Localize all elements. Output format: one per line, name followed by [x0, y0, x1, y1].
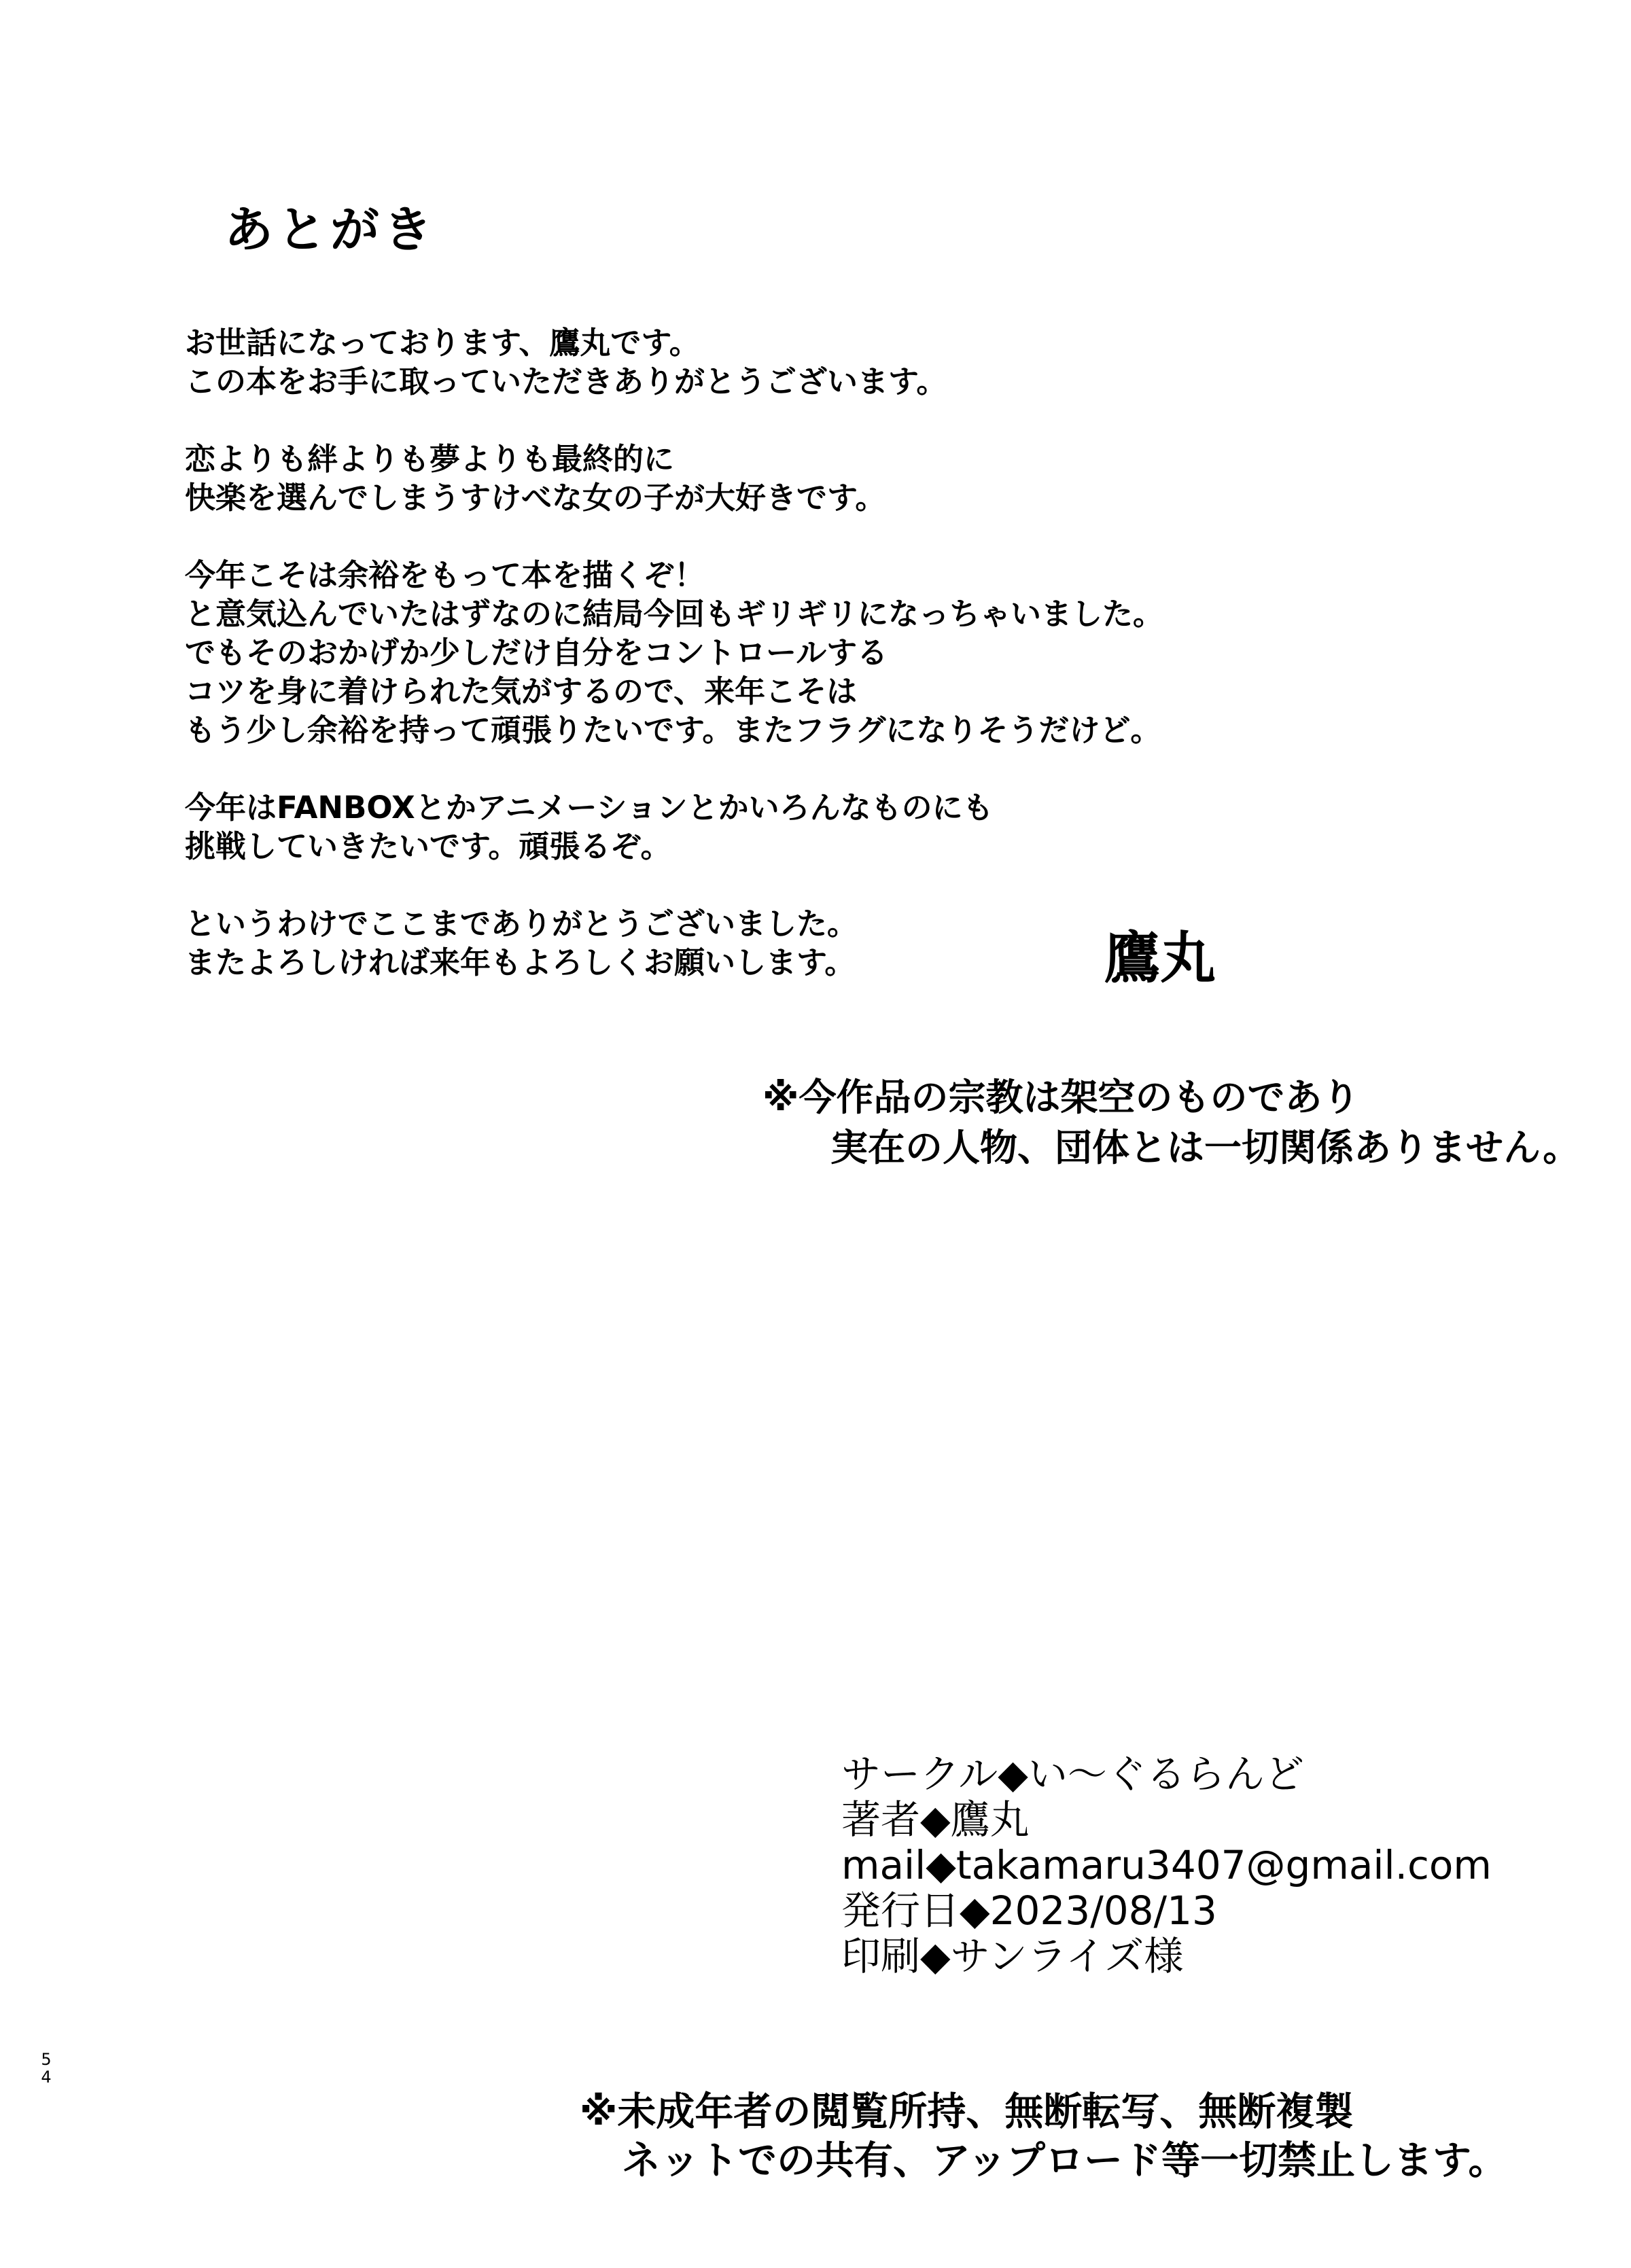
colophon-circle: サークル◆い～ぐるらんど	[841, 1751, 1304, 1797]
author-signature: 鷹丸	[1104, 926, 1216, 991]
page-number-digit: 4	[41, 2068, 52, 2087]
paragraph	[185, 556, 1163, 749]
text-line: コツを身に着けられた気がするので、来年こそは	[185, 673, 858, 709]
text-line: もう少し余裕を持って頑張りたいです。またフラグになりそうだけど。	[185, 712, 1161, 748]
colophon-mail: mail◆takamaru3407@gmail.com	[841, 1842, 1492, 1888]
text-line: というわけでここまでありがとうございました。	[185, 906, 858, 942]
text-line: またよろしければ来年もよろしくお願いします。	[185, 944, 856, 980]
text-line: 今年はFANBOXとかアニメーションとかいろんなものにも	[185, 790, 994, 826]
text-line: お世話になっております、鷹丸です。	[185, 325, 700, 361]
afterword-heading: あとがき	[224, 201, 437, 258]
usage-warning	[580, 2087, 1507, 2185]
text-line: 恋よりも絆よりも夢よりも最終的に	[185, 441, 675, 477]
fiction-disclaimer	[762, 1072, 1580, 1173]
text-line: 挑戦していきたいです。頑張るぞ。	[185, 828, 671, 864]
paragraph	[185, 323, 1163, 401]
colophon	[841, 1752, 1492, 1979]
warning-line: ネットでの共有、アップロード等一切禁止します。	[622, 2138, 1507, 2183]
disclaimer-line: 実在の人物、団体とは一切関係ありません。	[830, 1126, 1581, 1169]
page-number-digit: 5	[41, 2050, 52, 2069]
paragraph	[185, 440, 1163, 517]
colophon-author: 著者◆鷹丸	[841, 1796, 1030, 1843]
paragraph	[185, 904, 1163, 982]
page-number	[39, 2051, 53, 2086]
text-line: この本をお手に取っていただきありがとうございます。	[185, 364, 947, 400]
disclaimer-line: ※今作品の宗教は架空のものであり	[762, 1076, 1360, 1119]
text-line: と意気込んでいたはずなのに結局今回もギリギリになっちゃいました。	[185, 596, 1164, 632]
colophon-date: 発行日◆2023/08/13	[841, 1888, 1217, 1934]
warning-line: ※未成年者の閲覧所持、無断転写、無断複製	[580, 2089, 1354, 2134]
colophon-printer: 印刷◆サンライズ様	[841, 1933, 1184, 1979]
text-line: 快楽を選んでしまうすけべな女の子が大好きです。	[185, 480, 886, 516]
paragraph	[185, 788, 1163, 866]
text-line: でもそのおかげか少しだけ自分をコントロールする	[185, 635, 888, 671]
text-line: 今年こそは余裕をもって本を描くぞ！	[185, 557, 705, 593]
afterword-body	[185, 323, 1163, 1021]
